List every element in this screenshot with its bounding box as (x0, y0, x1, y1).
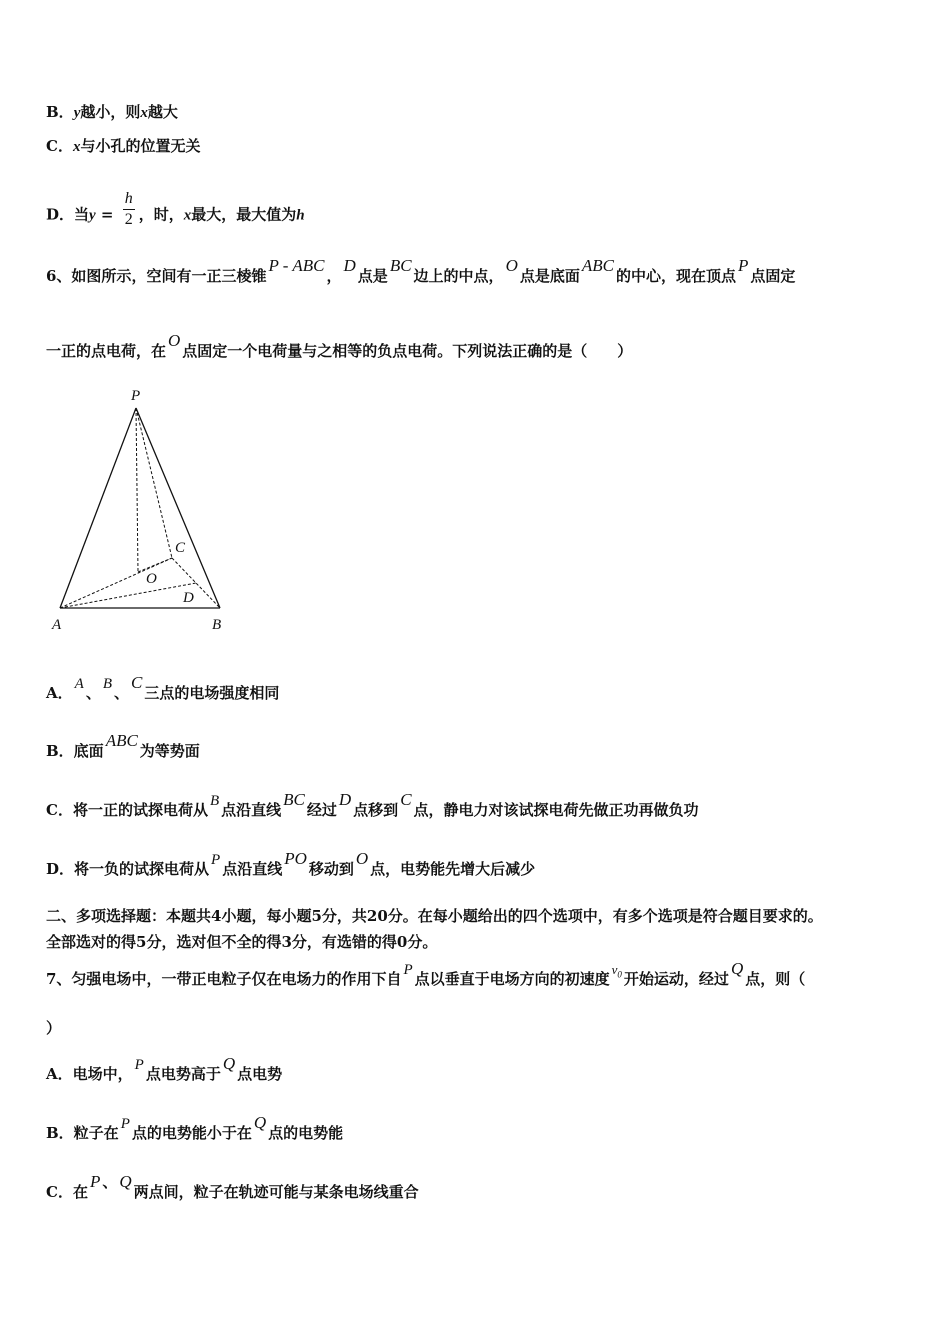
label-a: A (52, 617, 62, 630)
q6-option-b: B．底面ABC为等势面 (46, 731, 200, 760)
q6-option-d: D．将一负的试探电荷从 P 点沿直线PO移动到O点，电势能先增大后减少 (46, 849, 536, 878)
q6-option-c: C．将一正的试探电荷从 B 点沿直线BC经过D点移到C点，静电力对该试探电荷先做正功再做负功 (46, 790, 699, 819)
q7-option-c: C．在P 、 Q两点间，粒子在轨迹可能与某条电场线重合 (46, 1172, 419, 1201)
label-p: P (131, 388, 141, 404)
section2-header-line2: 全部选对的得5分，选对但不全的得3分，有选错的得0分。 (46, 933, 438, 951)
q5-option-b: B．y越小，则x越大 (46, 103, 178, 121)
label-o: O (146, 571, 157, 587)
q7-stem-line2: ） (46, 1019, 62, 1037)
fraction-h-over-2: $\frac{h}{2}$ (124, 190, 133, 228)
section2-header-line1: 二、多项选择题：本题共4小题，每小题5分，共20分。在每小题给出的四个选项中，有多个选项是符合题目要求的。 (46, 907, 823, 925)
q7-stem-line1: 7、匀强电场中，一带正电粒子仅在电场力的作用下自 P 点以垂直于电场方向的初速度$v_0$ 开始运动，经过Q点，则（ (46, 959, 806, 988)
q6-stem-line1: 6、如图所示，空间有一正三棱锥P - ABC，D点是BC边上的中点，O点是底面ABC的中心，现在顶点P点固定 (46, 256, 796, 285)
pyramid-figure (40, 380, 240, 630)
label-d: D (183, 590, 194, 606)
q5-option-d: D．当y = $\frac{h}{2}$ ，时，x最大，最大值为h (46, 190, 305, 228)
q6-stem-line2: 一正的点电荷，在O点固定一个电荷量与之相等的负点电荷。下列说法正确的是（ ） (46, 331, 633, 360)
q5-option-c: C．x与小孔的位置无关 (46, 137, 201, 155)
q7-option-a: A．电场中， P 点电势高于Q点电势 (46, 1054, 283, 1083)
label-b: B (212, 617, 222, 630)
q7-option-b: B．粒子在 P 点的电势能小于在Q点的电势能 (46, 1113, 344, 1142)
label-c: C (175, 540, 186, 556)
q6-option-a: A． A 、 B 、C三点的电场强度相同 (46, 673, 280, 702)
